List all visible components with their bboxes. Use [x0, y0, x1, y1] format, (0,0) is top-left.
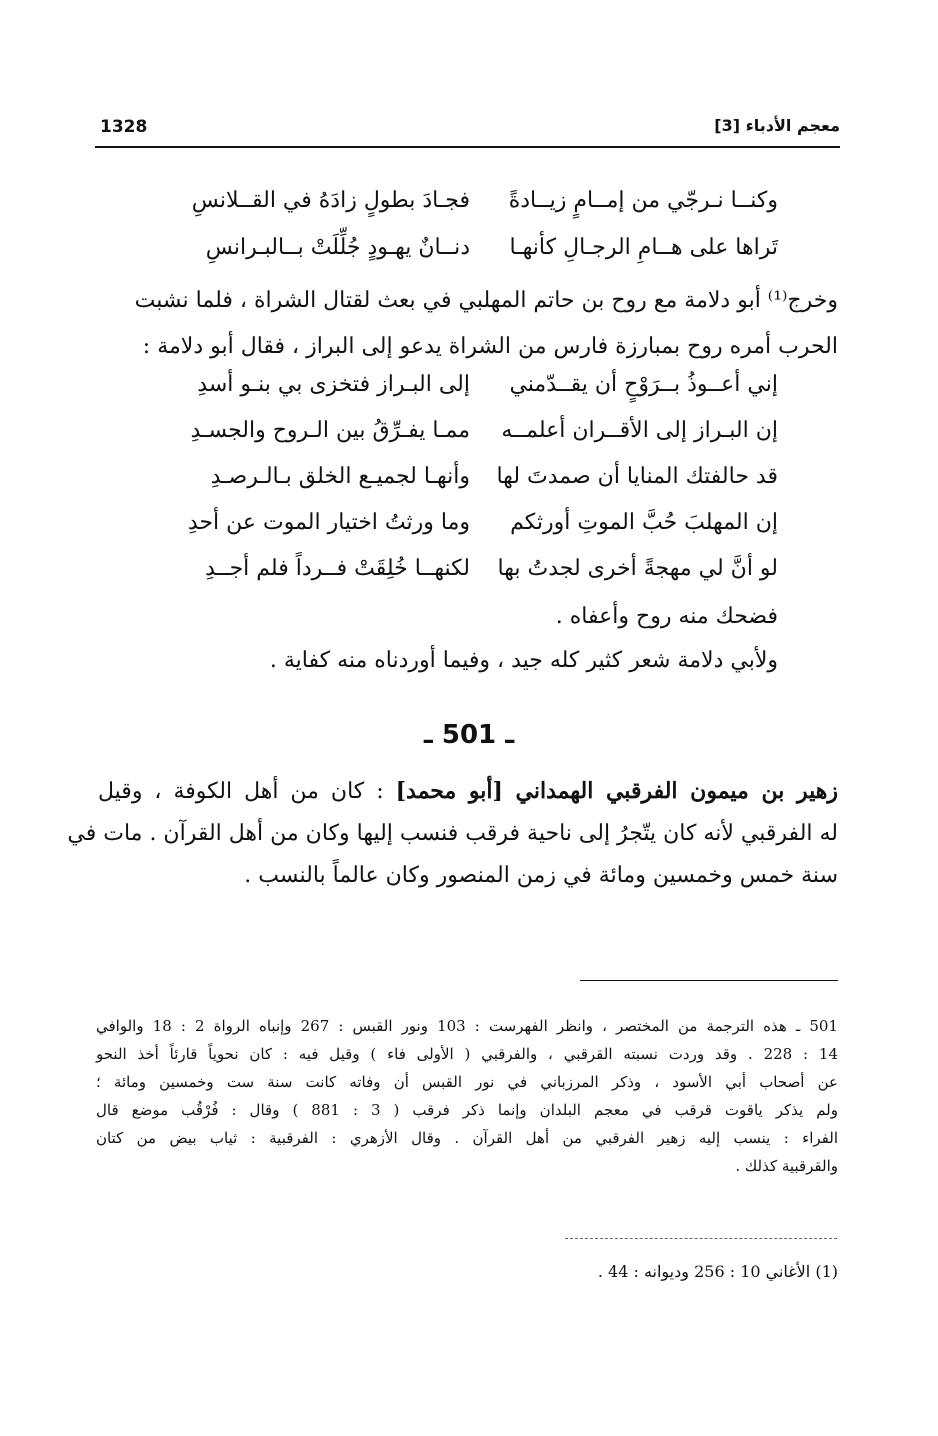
entry-heading-name: زهير بن ميمون الفرقبي الهمداني [أبو محمد] — [395, 778, 838, 804]
verse-hemistich-left: ممـا يفـرِّقُ بين الـروح والجسـدِ — [190, 418, 470, 443]
running-head: معجم الأدباء [3] — [714, 116, 840, 135]
footnote-rule — [580, 980, 838, 981]
note-separator — [565, 1238, 837, 1239]
verse-hemistich-right: إني أعــوذُ بــرَوْحٍ أن يقــدّمني — [509, 372, 778, 397]
verse-hemistich-left: إلى البـراز فتخزى بي بنـو أسدِ — [197, 372, 470, 397]
entry-body — [67, 770, 838, 897]
verse-hemistich-right: تَراها على هــامِ الرجـالِ كأنهـا — [509, 235, 778, 260]
header-rule — [95, 146, 840, 148]
page-note: (1) الأغاني 10 : 256 وديوانه : 44 . — [597, 1262, 838, 1281]
footnote-line: 501 ـ هذه الترجمة من المختصر ، وانظر الفهرست : 103 ونور القبس : 267 وإنباه الرواة 2 : 18 والوافي — [96, 1017, 839, 1035]
entry-line — [98, 770, 838, 813]
verse-hemistich-right: قد حالفتك المنايا أن صمدتَ لها — [496, 464, 778, 489]
entry-line: له الفرقبي لأنه كان يتّجرُ إلى ناحية فرقب فنسب إليها وكان من أهل القرآن . مات في — [67, 821, 838, 846]
verse-hemistich-left: دنــانٌ يهـودٍ جُلِّلَتْ بــالبـرانسِ — [205, 235, 470, 260]
prose-line: وخرج⁽¹⁾ أبو دلامة مع روح بن حاتم المهلبي في بعث لقتال الشراة ، فلما نشبت — [134, 288, 838, 313]
footnote-line: عن أصحاب أبي الأسود ، وذكر المرزباني في نور القبس أن وفاته كانت سنة ست وخمسين ومائة ؛ — [96, 1073, 838, 1091]
footnote-line: والقرقبية كذلك . — [735, 1157, 838, 1175]
footnote — [96, 1012, 838, 1180]
verse-hemistich-right: لو أنَّ لي مهجةً أخرى لجدتُ بها — [497, 556, 778, 581]
prose-line: ولأبي دلامة شعر كثير كله جيد ، وفيما أوردناه منه كفاية . — [269, 648, 778, 673]
page-number: 1328 — [100, 117, 148, 137]
footnote-line: ولم يذكر ياقوت قرقب في معجم البلدان وإنما ذكر فرقب ( 3 : 881 ) وقال : فُرْقُب موضع قال — [96, 1101, 838, 1119]
entry-number: ـ 501 ـ — [423, 720, 515, 750]
footnote-line: 14 : 228 . وقد وردت نسبته القرقبي ، والفرقبي ( الأولى فاء ) وقيل فيه : كان نحوياً قارئاً أخذ النحو — [96, 1045, 838, 1063]
prose-line: الحرب أمره روح بمبارزة فارس من الشراة يدعو إلى البراز ، فقال أبو دلامة : — [142, 334, 838, 359]
entry-heading-rest: : كان من أهل الكوفة ، وقيل — [98, 779, 396, 804]
verse-hemistich-right: وكنــا نـرجّي من إمــامٍ زيــادةً — [508, 188, 778, 213]
verse-hemistich-left: فجـادَ بطولٍ زادَهُ في القــلانسِ — [191, 188, 470, 213]
entry-line: سنة خمس وخمسين ومائة في زمن المنصور وكان عالماً بالنسب . — [244, 863, 838, 888]
prose-line: فضحك منه روح وأعفاه . — [555, 604, 778, 629]
verse-hemistich-right: إن المهلبَ حُبَّ الموتِ أورثكم — [510, 510, 778, 535]
footnote-line: الفراء : ينسب إليه زهير الفرقبي من أهل القرآن . وقال الأزهري : الفرقبية : ثياب بيض من كتان — [96, 1129, 838, 1147]
verse-hemistich-left: لكنهــا خُلِقَتْ فــرداً فلم أجــدِ — [205, 556, 470, 581]
verse-hemistich-left: وأنهـا لجميـع الخلق بـالـرصـدِ — [210, 464, 470, 489]
verse-hemistich-left: وما ورثتُ اختيار الموت عن أحدِ — [187, 510, 470, 535]
verse-hemistich-right: إن البـراز إلى الأقــران أعلمــه — [501, 418, 778, 443]
